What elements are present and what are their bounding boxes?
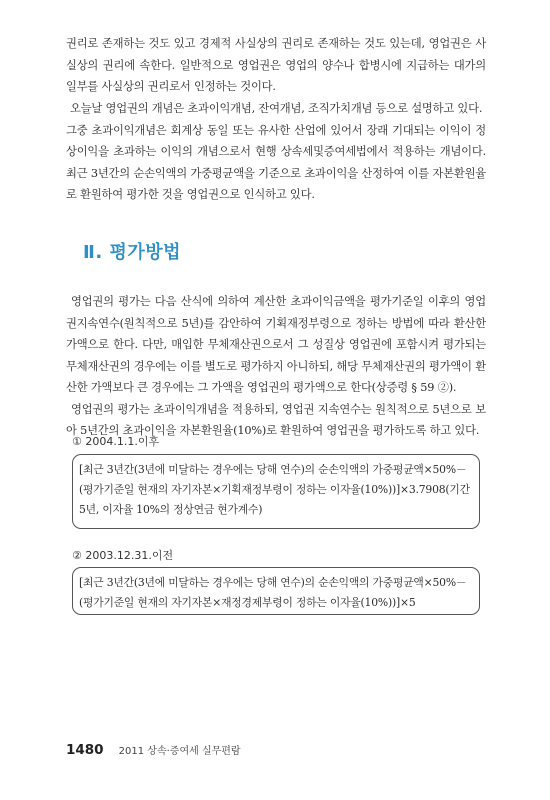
concept-text-1: 오늘날 영업권의 개념은 초과이익개념, 잔여개념, 조직가치개념 등으로 설명하고 있다. xyxy=(70,102,483,115)
page-number: 1480 xyxy=(66,742,104,758)
formula-text-2003: [최근 3년간(3년에 미달하는 경우에는 당해 연수)의 순손익액의 가중평균액×50%－(평가기준일 현재의 자기자본×재정경제부령이 정하는 이자율(10%))]×5 xyxy=(79,576,467,609)
method-text-2: 영업권의 평가는 초과이익개념을 적용하되, 영업권 지속연수는 원칙적으로 5년으로 보아 5년간의 초과이익을 자본환원율(10%)로 환원하여 영업권을 평가하도록 하고 있다. xyxy=(66,402,486,437)
intro-paragraph xyxy=(66,33,486,98)
method-paragraph xyxy=(66,291,486,442)
formula-box-2003 xyxy=(72,567,480,615)
concept-paragraph xyxy=(66,98,486,206)
item-label-2003: ② 2003.12.31.이전 xyxy=(72,549,174,562)
page-footer xyxy=(66,739,241,758)
method-text-1: 영업권의 평가는 다음 산식에 의하여 계산한 초과이익금액을 평가기준일 이후의 영업권지속연수(원칙적으로 5년)를 감안하여 기획재정부령으로 정하는 방법에 따라 환산한 가액으로 한다. 다만, 매입한 무체재산권으로서 그 성질상 영업권에 포함시켜 평가되는 무체재산권의 경우에는 이를 별도로 평가하지 아니하되, 해당 무체재산권의 평가액이 환산한 가액보다 큰 경우에는 그 가액을 영업권의 평가액으로 한다(상증령 § 59 ②). xyxy=(66,295,486,394)
formula-box-2004 xyxy=(72,454,480,529)
book-title: 2011 상속·증여세 실무편람 xyxy=(118,746,241,757)
formula-text-2004: [최근 3년간(3년에 미달하는 경우에는 당해 연수)의 순손익액의 가중평균액×50%－(평가기준일 현재의 자기자본×기획재정부령이 정하는 이자율(10%))]×3.7908(기간 5년, 이자율 10%의 정상연금 현가계수) xyxy=(79,463,470,516)
item-label-2004: ① 2004.1.1.이후 xyxy=(72,435,160,448)
concept-text-2: 그중 초과이익개념은 회계상 동일 또는 유사한 산업에 있어서 장래 기대되는 이익이 정상이익을 초과하는 이익의 개념으로서 현행 상속세및증여세법에서 적용하는 개념이다. 최근 3년간의 순손익액의 가중평균액을 기준으로 초과이익을 산정하여 이를 자본환원율로 환원하여 평가한 것을 영업권으로 인식하고 있다. xyxy=(66,123,486,201)
intro-text: 권리로 존재하는 것도 있고 경제적 사실상의 권리로 존재하는 것도 있는데, 영업권은 사실상의 권리에 속한다. 일반적으로 영업권은 영업의 양수나 합병시에 지급하는 대가의 일부를 사실상의 권리로서 인정하는 것이다. xyxy=(66,37,486,93)
section-heading: Ⅱ. 평가방법 xyxy=(83,242,182,263)
